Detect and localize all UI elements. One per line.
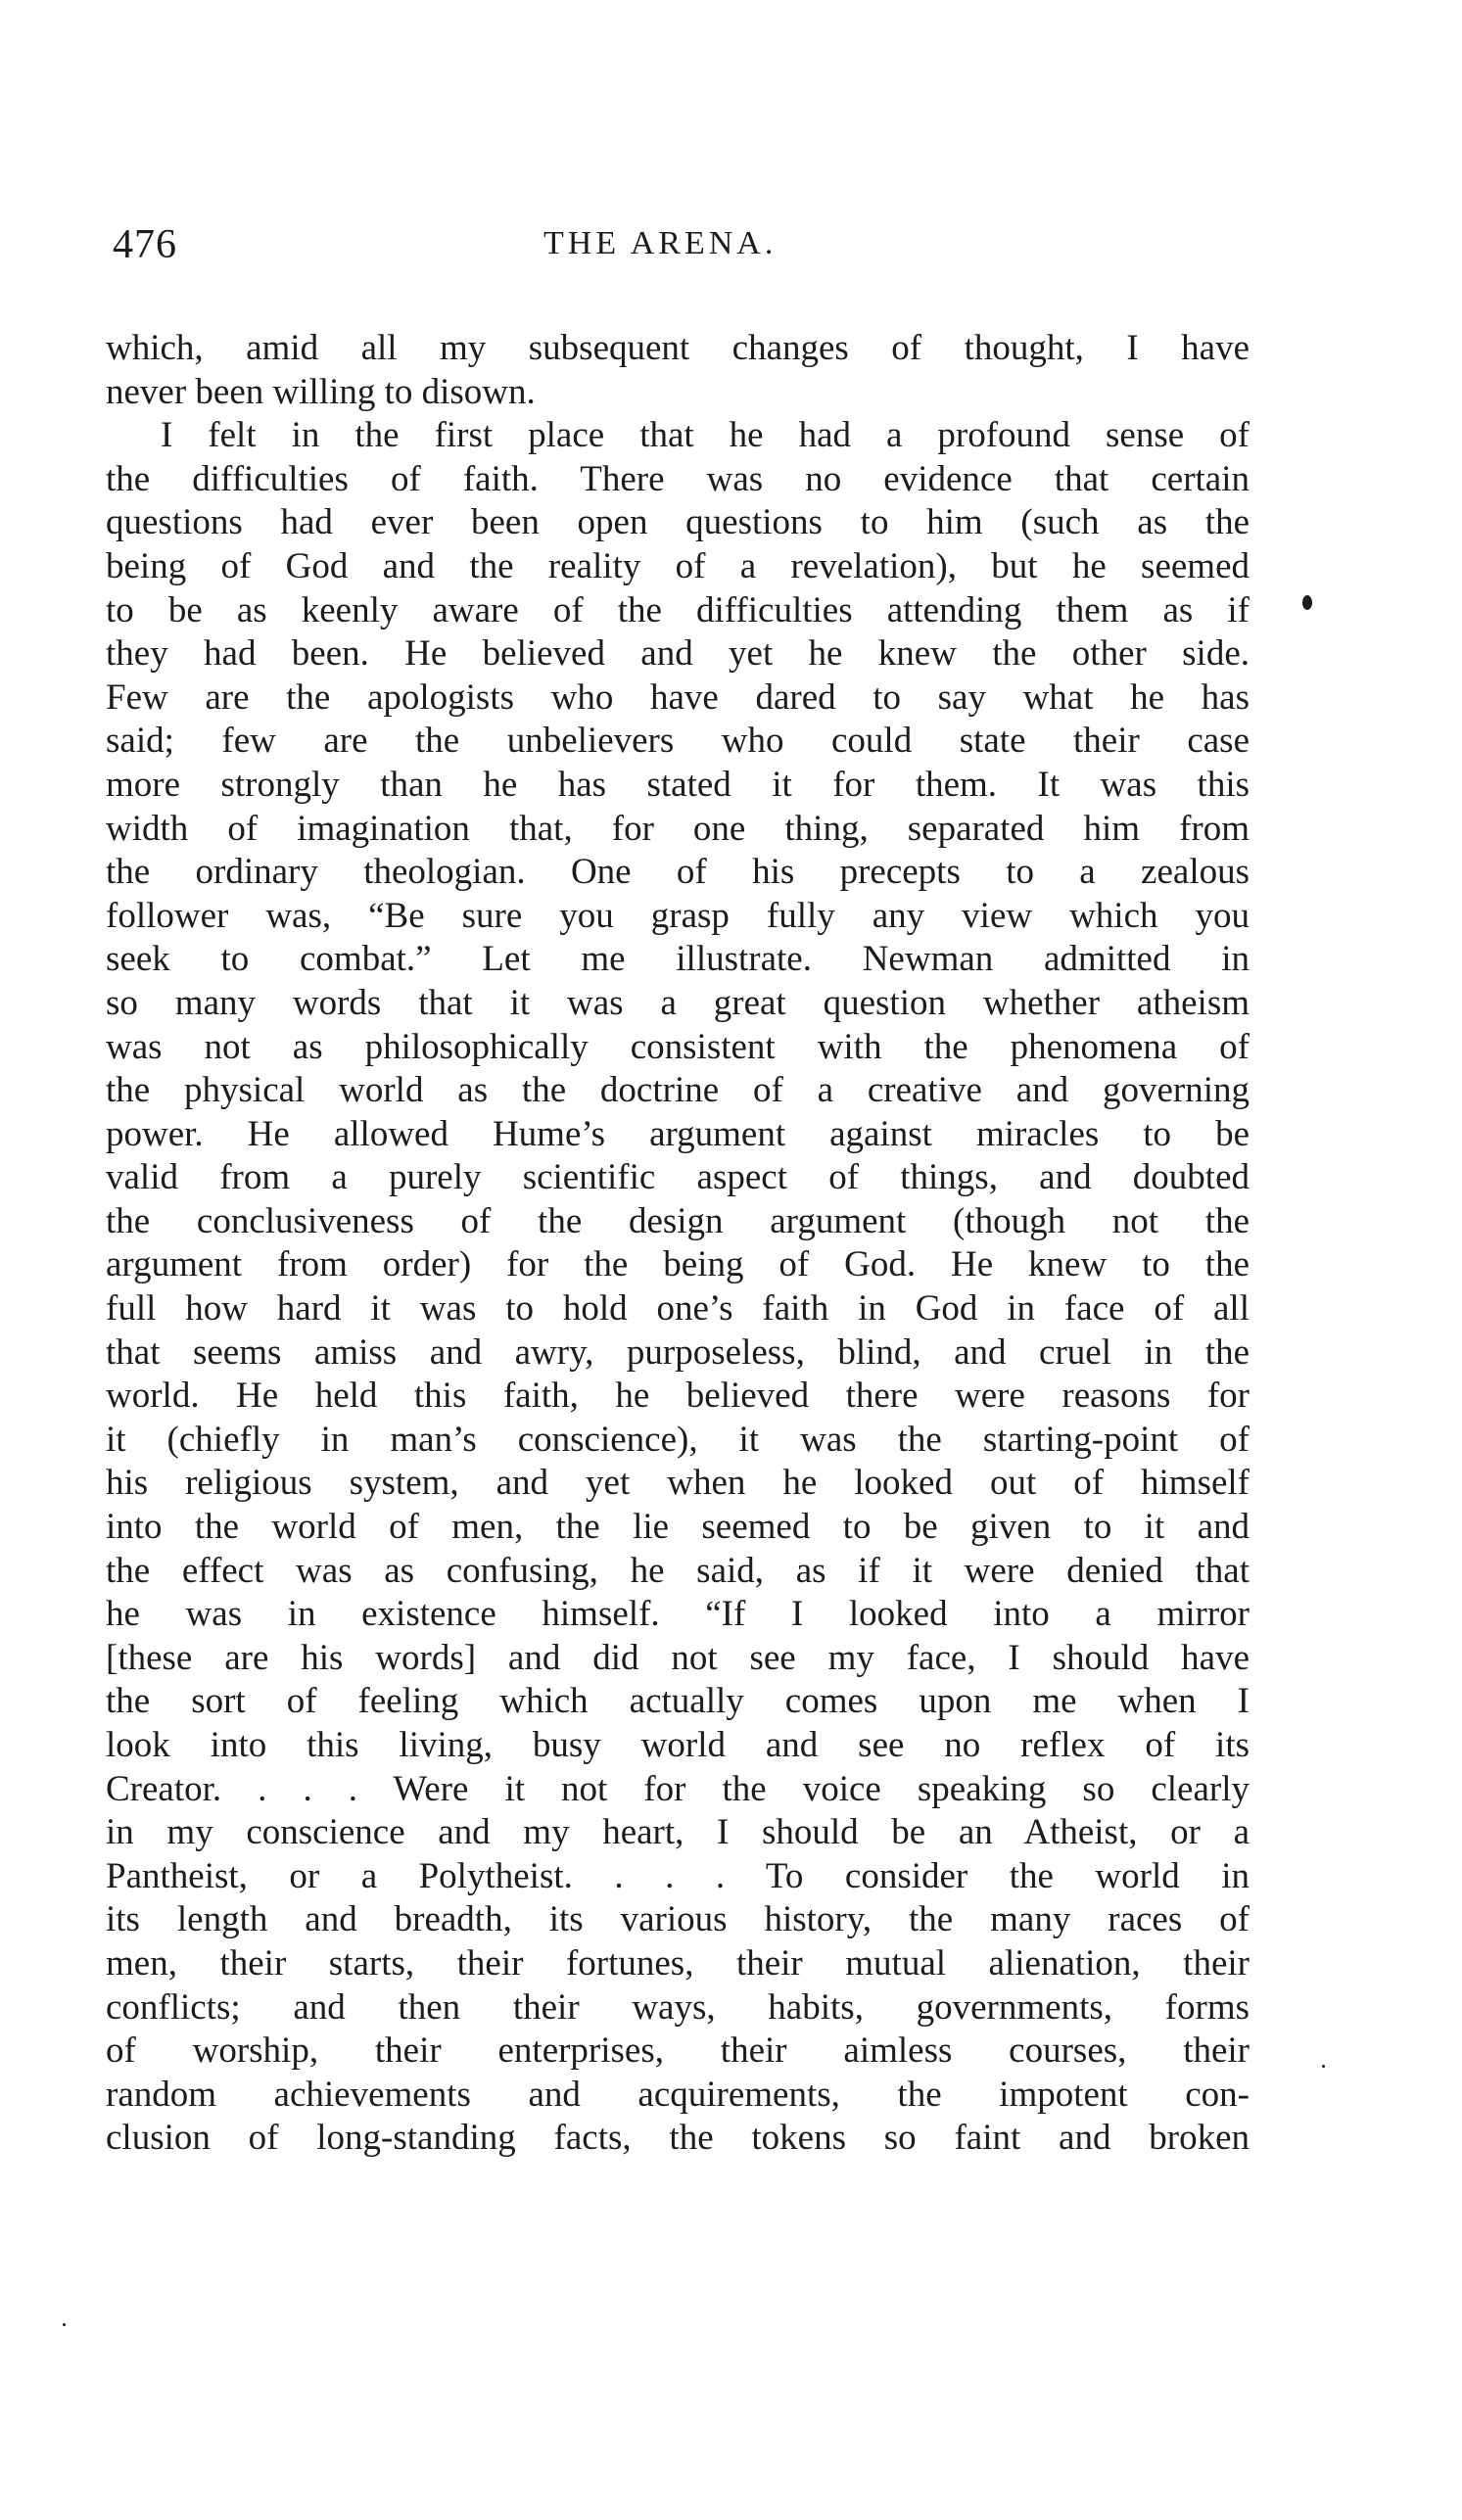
text-line: [these are his words] and did not see my face, I should have bbox=[106, 1637, 1250, 1678]
page-number: 476 bbox=[113, 222, 177, 267]
text-line: full how hard it was to hold one’s faith in God in face of all bbox=[106, 1288, 1250, 1330]
text-line: the sort of feeling which actually comes upon me when I bbox=[106, 1681, 1250, 1722]
text-line: questions had ever been open questions to him (such as the bbox=[106, 502, 1250, 543]
ink-speck-mark bbox=[1322, 2065, 1325, 2068]
text-line: to be as keenly aware of the difficulties attending them as if bbox=[106, 589, 1250, 630]
text-line: more strongly than he has stated it for them. It was this bbox=[106, 764, 1250, 805]
page-header bbox=[113, 221, 1239, 280]
text-line: valid from a purely scientific aspect of things, and doubted bbox=[106, 1157, 1250, 1198]
text-line: the ordinary theologian. One of his precepts to a zealous bbox=[106, 852, 1250, 893]
text-line: argument from order) for the being of God. He knew to the bbox=[106, 1244, 1250, 1285]
text-line: its length and breadth, its various history, the many races of bbox=[106, 1899, 1250, 1940]
ink-speck-mark bbox=[63, 2323, 66, 2326]
text-line: the effect was as confusing, he said, as if it were denied that bbox=[106, 1550, 1250, 1591]
text-line: never been willing to disown. bbox=[106, 371, 536, 412]
text-line: the physical world as the doctrine of a creative and governing bbox=[106, 1070, 1250, 1111]
text-line: power. He allowed Hume’s argument against miracles to be bbox=[106, 1113, 1250, 1154]
text-line: the difficulties of faith. There was no evidence that certain bbox=[106, 458, 1250, 499]
text-line: men, their starts, their fortunes, their mutual alienation, their bbox=[106, 1942, 1250, 1983]
text-line: so many words that it was a great question whether atheism bbox=[106, 982, 1250, 1023]
text-line: random achievements and acquirements, the impotent con- bbox=[106, 2074, 1250, 2115]
text-line: was not as philosophically consistent with the phenomena of bbox=[106, 1026, 1250, 1067]
text-line: his religious system, and yet when he looked out of himself bbox=[106, 1463, 1250, 1504]
running-head: THE ARENA. bbox=[543, 225, 778, 261]
text-line: conflicts; and then their ways, habits, governments, forms bbox=[106, 1986, 1250, 2028]
text-line: he was in existence himself. “If I looked into a mirror bbox=[106, 1594, 1250, 1635]
text-line: world. He held this faith, he believed there were reasons for bbox=[106, 1376, 1250, 1417]
text-line: Pantheist, or a Polytheist. . . . To consider the world in bbox=[106, 1855, 1250, 1896]
text-line: width of imagination that, for one thing, separated him from bbox=[106, 808, 1250, 849]
text-line: Creator. . . . Were it not for the voice speaking so clearly bbox=[106, 1768, 1250, 1809]
text-line: Few are the apologists who have dared to say what he has bbox=[106, 677, 1250, 718]
text-line: in my conscience and my heart, I should be an Atheist, or a bbox=[106, 1812, 1250, 1853]
text-line: seek to combat.” Let me illustrate. Newman admitted in bbox=[106, 939, 1250, 980]
ink-blot-mark bbox=[1302, 595, 1312, 610]
text-line: of worship, their enterprises, their aimless courses, their bbox=[106, 2030, 1250, 2072]
text-line: clusion of long-standing facts, the tokens so faint and broken bbox=[106, 2118, 1250, 2159]
text-line: which, amid all my subsequent changes of thought, I have bbox=[106, 328, 1250, 368]
text-line: it (chiefly in man’s conscience), it was the starting-point of bbox=[106, 1419, 1250, 1460]
text-line: the conclusiveness of the design argument (though not the bbox=[106, 1200, 1250, 1241]
text-line: being of God and the reality of a revelation), but he seemed bbox=[106, 545, 1250, 586]
text-line: look into this living, busy world and see no reflex of its bbox=[106, 1725, 1250, 1765]
body-text bbox=[106, 327, 1250, 2161]
paragraph-start-line: I felt in the first place that he had a profound sense of bbox=[161, 415, 1250, 456]
text-line: said; few are the unbelievers who could state their case bbox=[106, 721, 1250, 762]
text-line: that seems amiss and awry, purposeless, blind, and cruel in the bbox=[106, 1331, 1250, 1373]
text-line: follower was, “Be sure you grasp fully any view which you bbox=[106, 895, 1250, 936]
text-line: into the world of men, the lie seemed to be given to it and bbox=[106, 1507, 1250, 1548]
text-line: they had been. He believed and yet he knew the other side. bbox=[106, 633, 1250, 675]
